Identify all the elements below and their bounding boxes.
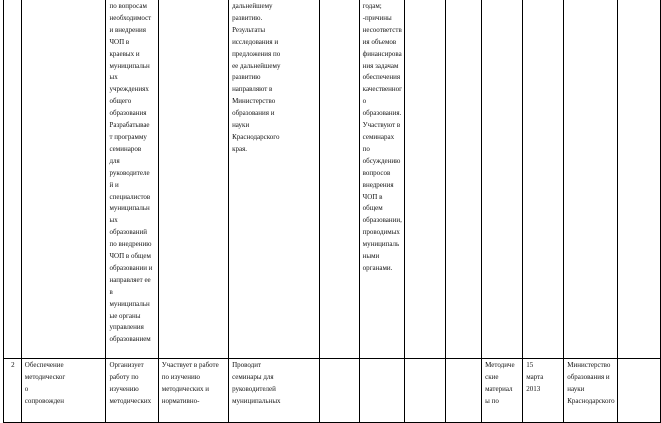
- text-line: муниципальн: [109, 204, 150, 213]
- text-line: исследования и: [232, 37, 279, 46]
- text-line: Участвуют в: [362, 121, 401, 130]
- text-line: Методиче: [485, 361, 515, 369]
- cell-col13: [617, 359, 660, 423]
- row-number: 2: [11, 361, 15, 369]
- cell-num: [4, 359, 22, 423]
- cell-col6: [320, 359, 359, 423]
- text-line: дальнейшему: [232, 2, 273, 10]
- text-line: проводимых: [362, 228, 400, 237]
- text-line: необходимост: [109, 13, 152, 22]
- text-line: по изучению: [161, 372, 200, 381]
- text-line: специалистов: [109, 192, 151, 201]
- text-line: органами.: [362, 263, 393, 272]
- text-line: науки: [567, 384, 585, 393]
- text-line: ия объемов: [362, 37, 397, 46]
- text-line: изучению: [109, 384, 139, 393]
- text-line: несоответств: [362, 25, 402, 34]
- text-line: Участвует в работе: [161, 361, 219, 369]
- text-line: образовании,: [362, 216, 402, 225]
- text-line: 2013: [526, 384, 541, 393]
- text-line: Организует: [109, 361, 144, 369]
- text-line: Министерство: [567, 361, 611, 369]
- text-line: направляют в: [232, 85, 273, 94]
- text-line: образованием: [109, 335, 151, 344]
- text-line: Краснодарского: [567, 396, 615, 405]
- text-line: развитию: [232, 73, 261, 82]
- text-line: развитию.: [232, 13, 263, 22]
- cell-col8: [405, 359, 446, 423]
- cell-col10: [482, 359, 523, 423]
- text-line: науки: [232, 121, 250, 130]
- cell-num: [4, 0, 22, 359]
- cell-text: [526, 360, 561, 396]
- text-line: Результаты: [232, 25, 266, 34]
- cell-task: [21, 359, 106, 423]
- text-line: вопросов: [362, 168, 391, 177]
- text-line: общем: [362, 204, 383, 213]
- cell-col7: [359, 0, 404, 359]
- text-line: методических: [109, 396, 152, 405]
- text-line: Проводит: [232, 361, 262, 369]
- text-line: обсуждению: [362, 156, 401, 165]
- text-line: и внедрения: [109, 25, 146, 34]
- text-line: краевых и: [109, 49, 140, 58]
- cell-col8: [405, 0, 446, 359]
- cell-text: [485, 360, 520, 408]
- text-line: ее дальнейшему: [232, 61, 281, 70]
- text-line: направляет ее: [109, 275, 151, 284]
- text-line: образования: [109, 109, 147, 118]
- text-line: ЧОП в общем: [109, 252, 151, 261]
- cell-text: [567, 360, 614, 408]
- text-line: Министерство: [232, 97, 276, 106]
- text-line: общего: [109, 97, 132, 106]
- text-line: -причины: [362, 13, 392, 22]
- text-line: нормативно-: [161, 396, 200, 405]
- cell-col9: [445, 0, 482, 359]
- text-line: о: [24, 384, 29, 393]
- text-line: по: [362, 144, 370, 153]
- text-line: внедрения: [362, 180, 394, 189]
- text-line: предложения по: [232, 49, 281, 58]
- text-line: работу по: [109, 372, 139, 381]
- cell-text: [25, 360, 104, 408]
- cell-col4: [158, 0, 228, 359]
- text-line: учреждениях: [109, 85, 149, 94]
- text-line: сопровожден: [24, 396, 64, 405]
- text-line: о: [362, 97, 367, 106]
- text-line: Разрабатывае: [109, 121, 150, 130]
- text-line: качественног: [362, 85, 402, 94]
- cell-col12: [564, 0, 617, 359]
- cell-text: [232, 360, 317, 408]
- text-line: ЧОП в: [109, 37, 130, 46]
- cell-text: [109, 1, 155, 346]
- cell-text: [162, 360, 226, 408]
- cell-regional-body: [106, 0, 158, 359]
- text-line: образований: [109, 228, 147, 237]
- text-line: ые органы: [109, 311, 141, 320]
- text-line: образовании и: [109, 263, 153, 272]
- text-line: по вопросам: [109, 2, 147, 10]
- cell-col12: [564, 359, 617, 423]
- text-line: Краснодарского: [232, 132, 280, 141]
- text-line: управления: [109, 323, 144, 332]
- text-line: образования и: [567, 372, 610, 381]
- text-line: ские: [485, 372, 499, 381]
- cell-col9: [445, 359, 482, 423]
- text-line: по внедрению: [109, 240, 152, 249]
- text-line: семинарах: [362, 132, 395, 141]
- text-line: муниципаль: [362, 240, 400, 249]
- cell-col11: [523, 0, 564, 359]
- text-line: муниципальн: [109, 299, 150, 308]
- plan-table: [3, 0, 661, 423]
- cell-regional-body: [106, 359, 158, 423]
- text-line: для: [109, 156, 120, 165]
- text-line: руководителей: [232, 384, 276, 393]
- text-line: ЧОП в: [362, 192, 383, 201]
- cell-text: [363, 1, 402, 275]
- text-line: муниципальн: [109, 61, 150, 70]
- cell-col5: [229, 359, 320, 423]
- text-line: обеспечения: [362, 73, 401, 82]
- text-line: материал: [485, 384, 513, 393]
- text-line: ых: [109, 216, 118, 225]
- text-line: Обеспечение: [24, 361, 64, 369]
- table-row: [4, 0, 661, 359]
- text-line: образования.: [362, 109, 402, 118]
- table-row: [4, 359, 661, 423]
- text-line: т программу: [109, 132, 147, 141]
- text-line: марта: [526, 372, 544, 381]
- cell-col6: [320, 0, 359, 359]
- text-line: ными: [362, 252, 380, 261]
- cell-col10: [482, 0, 523, 359]
- text-line: методическог: [24, 372, 66, 381]
- text-line: методических и: [161, 384, 209, 393]
- text-line: ых: [109, 73, 118, 82]
- text-line: образования и: [232, 109, 275, 118]
- text-line: финансирова: [362, 49, 402, 58]
- text-line: края.: [232, 144, 248, 153]
- text-line: в: [109, 287, 113, 296]
- cell-col5: [229, 0, 320, 359]
- text-line: ния задачам: [362, 61, 399, 70]
- cell-col7: [359, 359, 404, 423]
- cell-col4: [158, 359, 228, 423]
- text-line: семинаров: [109, 144, 142, 153]
- text-line: семинары для: [232, 372, 274, 381]
- text-line: годам;: [362, 2, 382, 10]
- text-line: муниципальных: [232, 396, 281, 405]
- text-line: руководителе: [109, 168, 150, 177]
- cell-task: [21, 0, 106, 359]
- cell-col13: [617, 0, 660, 359]
- cell-text: [232, 1, 317, 156]
- text-line: й и: [109, 180, 119, 189]
- text-line: ы по: [485, 396, 499, 405]
- text-line: 15: [526, 361, 534, 369]
- cell-col11: [523, 359, 564, 423]
- cell-text: [109, 360, 155, 408]
